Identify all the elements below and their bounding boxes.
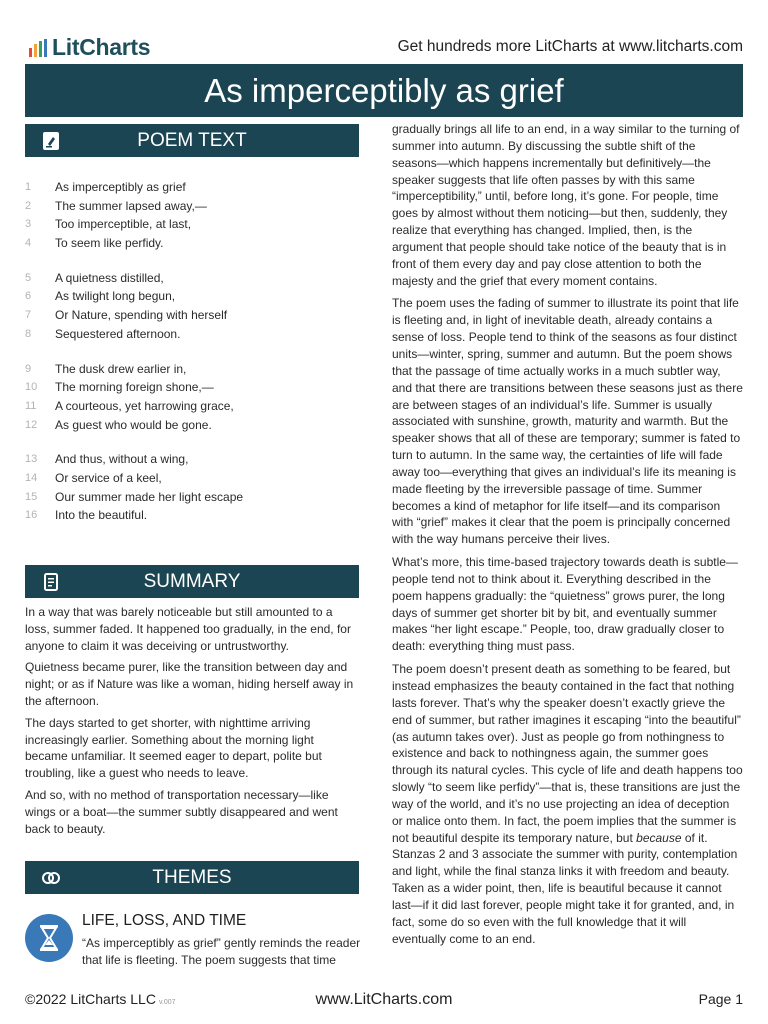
- line-text: A quietness distilled,: [55, 270, 164, 285]
- line-text: The summer lapsed away,—: [55, 198, 207, 213]
- line-text: Sequestered afternoon.: [55, 326, 181, 341]
- poem-text-title: POEM TEXT: [137, 130, 247, 151]
- analysis-paragraph: What’s more, this time-based trajectory towards death is subtle—people tend not to think about it. Everything described in the poem happens gradually: the “quietness” grows purer, the long days of summer get shorter bit by bit, and eventually summer makes “her light escape.” People, too, draw gradually closer to death: everything thing must pass.: [392, 555, 738, 654]
- analysis-emphasis: because: [636, 830, 682, 845]
- poem-line: [25, 506, 355, 525]
- poem-line: [25, 197, 355, 216]
- site-link[interactable]: www.LitCharts.com: [315, 991, 453, 1008]
- line-number: 10: [25, 381, 38, 394]
- analysis-paragraph: The poem uses the fading of summer to illustrate its point that life is fleeting and, in light of inevitable death, already contains a sense of loss. People tend to think of the seasons as four distinct units—winter, spring, summer and autumn. But the poem shows that the passage of time actually works in a much subtler way, and that there are transitions between these seasons just as there are between stages of an individual’s life. Summer is usually associated with sunshine, growth, maturity and warmth. But the speaker shows that all of these are temporary; summer is fated to turn to autumn. In the same way, the certainties of life will fade away too—everything that gives an individual’s life its meaning is made fleeting by the irreversible passage of time. Summer becomes a kind of metaphor for life itself—and its comparison with “grief” makes it clear that the poem is principally concerned with the way humans perceive their lives.: [392, 296, 743, 547]
- poem-line: [25, 269, 355, 288]
- copyright-text: ©2022 LitCharts LLC: [25, 991, 156, 1007]
- theme-title: LIFE, LOSS, AND TIME: [82, 912, 247, 929]
- poem-line: [25, 287, 355, 306]
- summary-body: [25, 604, 359, 842]
- line-number: 14: [25, 471, 38, 484]
- poem-line: [25, 234, 355, 253]
- poem-line: [25, 450, 355, 469]
- page-header: [25, 34, 743, 64]
- logo-text: LitCharts: [52, 34, 151, 60]
- poem-line: [25, 469, 355, 488]
- line-text: And thus, without a wing,: [55, 452, 189, 467]
- line-number: 6: [25, 290, 32, 303]
- analysis-paragraph: gradually brings all life to an end, in a way similar to the turning of summer into autumn. By discussing the subtle shift of the seasons—which happens incrementally but definitively—the speaker suggests that life often passes by with this same “imperceptibility,” until, before long, it’s gone. For people, time goes by almost without them noticing—but then, suddenly, they realize that everything has changed. Implied, then, is the argument that people should take notice of the beauty that is in front of them every day and pay close attention to both the majesty and the grief that every moment contains.: [392, 122, 740, 288]
- poem-line: [25, 215, 355, 234]
- poem-line: [25, 306, 355, 325]
- logo-bars-icon: [29, 39, 47, 57]
- line-text: The dusk drew earlier in,: [55, 361, 187, 376]
- line-text: As twilight long begun,: [55, 289, 176, 304]
- line-number: 5: [25, 271, 32, 284]
- line-number: 15: [25, 490, 38, 503]
- line-text: As imperceptibly as grief: [55, 180, 186, 194]
- poem-line: [25, 378, 355, 397]
- theme-analysis: [392, 121, 743, 954]
- summary-paragraph: In a way that was barely noticeable but still amounted to a loss, summer faded. It happened too gradually, in the end, for anyone to claim it was deceiving or untrustworthy.: [25, 605, 351, 653]
- page-footer: [25, 991, 743, 1011]
- line-number: 9: [25, 362, 32, 375]
- summary-paragraph: Quietness became purer, like the transition between day and night; or as if Nature was like a woman, hiding herself away in the afternoon.: [25, 660, 354, 708]
- summary-header: [25, 565, 359, 598]
- poem-line: [25, 416, 355, 435]
- header-tagline: Get hundreds more LitCharts at www.litcharts.com: [397, 38, 743, 55]
- line-text: Or service of a keel,: [55, 470, 162, 485]
- analysis-text: of it. Stanzas 2 and 3 associate the summer with purity, contemplation and light, while the final stanza links it with freedom and beauty. Taken as a wider point, then, life is beautiful because it cannot last—if it did last forever, people might take it for granted, and, in fact, some do so even with the full knowledge that it will eventually come to an end.: [392, 830, 738, 946]
- poem-line: [25, 325, 355, 344]
- line-text: Into the beautiful.: [55, 508, 148, 523]
- poem-line: [25, 178, 355, 197]
- analysis-paragraph: [392, 661, 743, 947]
- line-text: Our summer made her light escape: [55, 489, 244, 504]
- summary-paragraph: And so, with no method of transportation necessary—like wings or a boat—the summer subtly disappeared and went back to beauty.: [25, 787, 338, 836]
- line-text: A courteous, yet harrowing grace,: [55, 398, 234, 413]
- hourglass-icon: [25, 914, 73, 962]
- line-number: 2: [25, 199, 32, 212]
- theme-text: “As imperceptibly as grief” gently reminds the reader that life is fleeting. The poem suggests that time: [82, 936, 361, 967]
- litcharts-logo: [29, 34, 150, 61]
- line-number: 8: [25, 327, 32, 340]
- page-number: Page 1: [698, 991, 743, 1007]
- stanza-break: [25, 253, 355, 269]
- summary-paragraph: The days started to get shorter, with nighttime arriving increasingly earlier. Something about the morning light became unfamiliar. It seemed eager to depart, polite but troubling, like a guest who needs to leave.: [25, 715, 322, 781]
- line-number: 3: [25, 218, 32, 231]
- line-number: 4: [25, 237, 32, 250]
- stanza-break: [25, 434, 355, 450]
- line-text: To seem like perfidy.: [55, 236, 164, 251]
- themes-header: [25, 861, 359, 894]
- line-number: 13: [25, 453, 38, 466]
- page-title: As imperceptibly as grief: [25, 64, 743, 117]
- poem-lines: [25, 178, 355, 525]
- line-number: 1: [25, 181, 32, 193]
- line-text: As guest who would be gone.: [55, 417, 212, 432]
- line-number: 16: [25, 509, 38, 522]
- line-number: 7: [25, 309, 32, 322]
- line-text: Or Nature, spending with herself: [55, 308, 228, 323]
- poem-line: [25, 488, 355, 507]
- summary-title: SUMMARY: [143, 571, 241, 592]
- line-text: The morning foreign shone,—: [55, 380, 214, 395]
- stanza-break: [25, 344, 355, 360]
- analysis-text: The poem doesn’t present death as something to be feared, but instead emphasizes the beauty contained in the fact that nothing lasts forever. That’s why the speaker doesn’t exactly grieve the end of summer, but rather imagines it escaping “into the beautiful” (as autumn takes over). Just as people go from nothingness to existence and back to nothingness again, the summer goes through its natural cycles. This cycle of life and death happens too slowly “to seem like perfidy”—that is, these transitions are just the way of the world, and it’s no use projecting an idea of deception or malice onto them. In fact, the poem implies that the summer is not beautiful despite its temporary nature, but: [392, 662, 743, 845]
- line-number: 11: [25, 399, 37, 412]
- line-text: Too imperceptible, at last,: [55, 217, 192, 232]
- poem-text-header: [25, 124, 359, 157]
- version-label: v.007: [158, 999, 176, 1006]
- themes-title: THEMES: [152, 867, 232, 888]
- poem-line: [25, 360, 355, 379]
- poem-line: [25, 397, 355, 416]
- line-number: 12: [25, 418, 38, 431]
